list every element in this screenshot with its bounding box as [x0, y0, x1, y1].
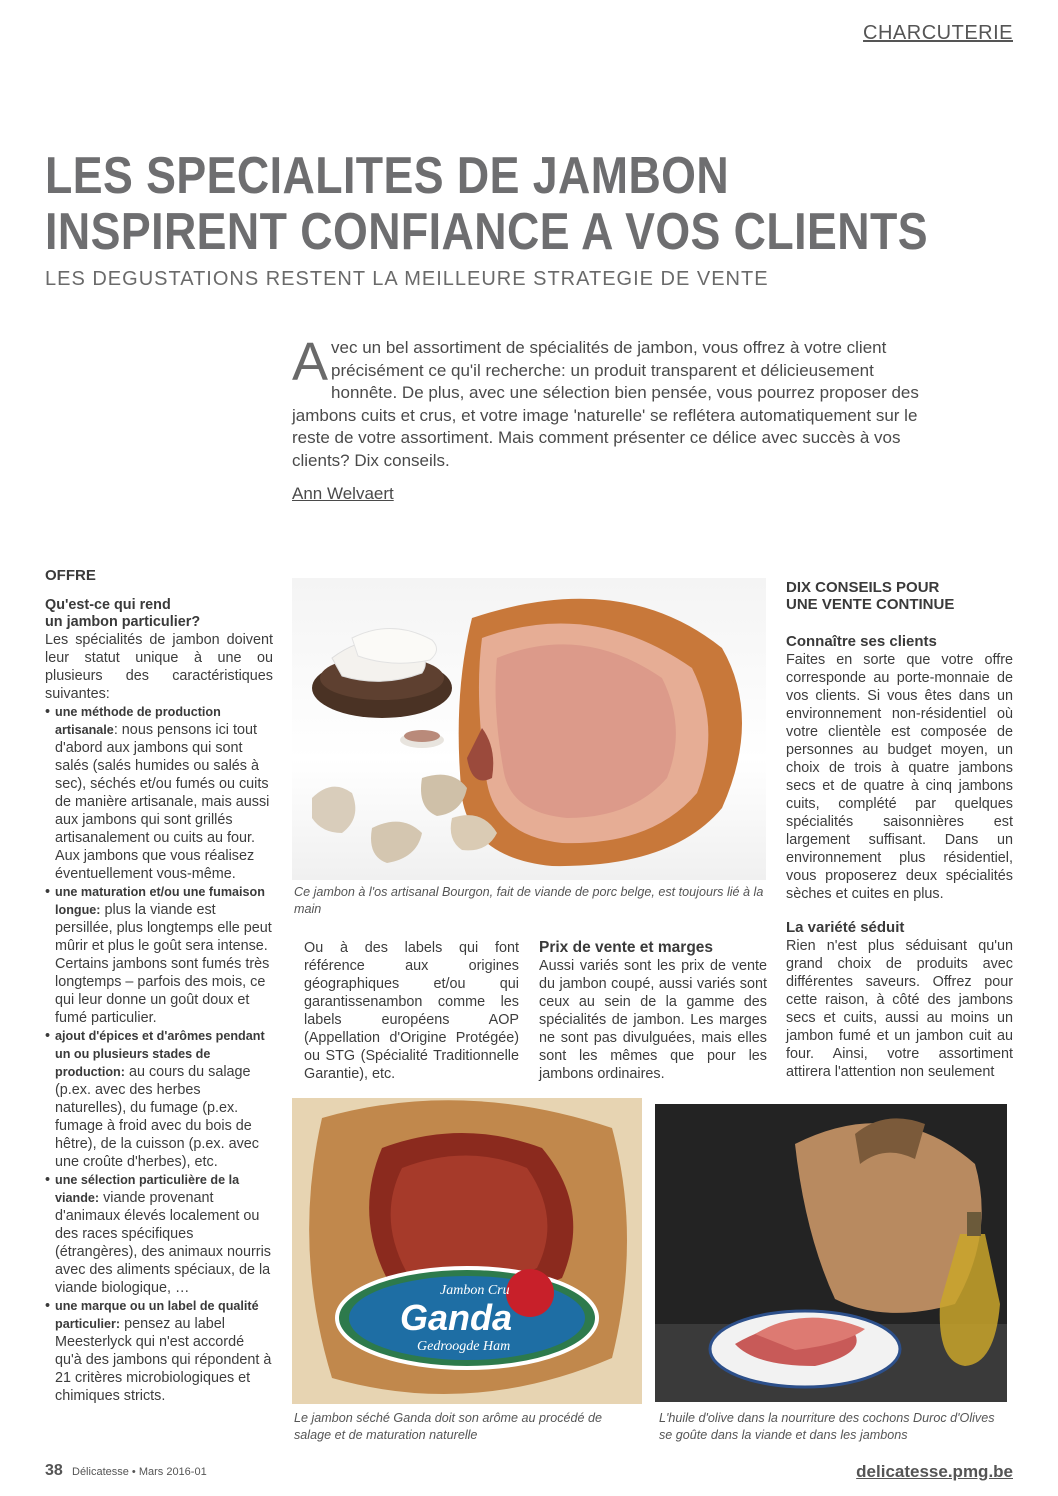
bullet-text: pensez au label Meesterlyck qui n'est accordé qu'à des jambons qui répondent à 21 critères microbiologiques et chimiques stricts.	[55, 1316, 272, 1404]
column-prix	[539, 939, 767, 1083]
subheading-prix: Prix de vente et marges	[539, 939, 714, 956]
title-line-1: LES SPECIALITES DE JAMBON	[45, 147, 730, 205]
author-byline: Ann Welvaert	[292, 484, 394, 503]
section-heading-offre: OFFRE	[45, 567, 96, 584]
photo-caption-duroc: L'huile d'olive dans la nourriture des cochons Duroc d'Olives se goûte dans la viande et dans les jambons	[659, 1411, 995, 1442]
column-dix-conseils	[786, 579, 1013, 1081]
intro-text: vec un bel assortiment de spécialités de jambon, vous offrez à votre client précisément ce qu'il recherche: un produit transparent et délicieusement honnête. De plus, avec une sélection bien pensée, vous pourrez proposer des jambons cuits et crus, et votre image 'naturelle' se reflétera automatiquement sur le reste de votre assortiment. Mais comment présenter ce délice avec succès à vos clients? Dix conseils.	[292, 338, 919, 470]
bullet-title: une maturation et/ou une fumaison longue:	[55, 885, 265, 917]
bullet-extra: Certains jambons sont fumés très longtemps – parfois des mois, ce qui leur donne un goût doux et fumé particulier.	[55, 956, 270, 1026]
bullet-artisanal	[45, 703, 273, 847]
photo-caption-ganda: Le jambon séché Ganda doit son arôme au procédé de salage et de maturation naturelle	[294, 1411, 603, 1442]
label-text-brand: Ganda	[400, 1297, 513, 1338]
publication-info: Délicatesse • Mars 2016-01	[72, 1466, 207, 1478]
bullet-text: viande provenant d'animaux élevés localement ou des races spécifiques (étrangères), des animaux nourris avec des aliments spéciaux, de la viande biologique, …	[55, 1190, 271, 1296]
photo-duroc-ham	[655, 1104, 1007, 1402]
drop-cap: A	[292, 332, 329, 392]
label-text-top: Jambon Cru	[440, 1283, 510, 1298]
section-heading-line-2: UNE VENTE CONTINUE	[786, 596, 955, 613]
cooked-ham-illustration	[292, 578, 766, 880]
section-heading-dix-conseils	[786, 579, 1013, 613]
bullet-text: au cours du salage (p.ex. avec des herbes naturelles), du fumage (p.ex. fumage à froid avec du bois de hêtre), de la cuisson (p.ex. avec une croûte d'herbes), etc.	[55, 1064, 259, 1170]
label-text-sub: Gedroogde Ham	[417, 1339, 511, 1354]
subheading-line-2: un jambon particulier?	[45, 614, 201, 630]
article-title	[45, 147, 928, 261]
bullet-title: une méthode de production artisanale	[55, 705, 221, 737]
bullet-title: ajout d'épices et d'arômes pendant un ou plusieurs stades de production:	[55, 1029, 265, 1079]
page-number: 38	[45, 1462, 63, 1479]
bullet-maturation	[45, 883, 273, 955]
bullet-title: une marque ou un label de qualité particulier:	[55, 1299, 259, 1331]
subheading-variete: La variété séduit	[786, 919, 905, 936]
bullet-text: plus la viande est persillée, plus longtemps elle peut mûrir et plus le goût sera intense.	[55, 902, 272, 954]
duroc-ham-illustration	[655, 1104, 1007, 1402]
section-label: CHARCUTERIE	[863, 22, 1013, 44]
column-offre	[45, 567, 273, 1405]
bullet-selection	[45, 1171, 273, 1297]
bullet-extra: Aux jambons que vous réalisez éventuellement vous-même.	[55, 848, 255, 882]
paragraph-connaitre-clients: Faites en sorte que votre offre corresponde au porte-monnaie de vos clients. Si vous êtes dans un environnement non-résidentiel où votre clientèle est composée de personnes au budget moyen, un choix de trois à quatre jambons secs et de quatre à cinq jambons cuits, complété par quelques spécialités saisonnières est largement suffisant. Dans un environnement plus résidentiel, vous proposerez deux spécialités sèches et cuites en plus.	[786, 652, 1013, 902]
subheading-jambon-particulier	[45, 597, 273, 631]
bullet-title: une sélection particulière de la viande:	[55, 1173, 240, 1205]
intro-paragraph	[292, 332, 942, 473]
prix-paragraph: Aussi variés sont les prix de vente du jambon coupé, aussi variés sont ceux au sein de la gamme des spécialités de jambon. Les marges ne sont pas divulguées, mais elles sont les mêmes que pour les jambons ordinaires.	[539, 958, 767, 1082]
section-heading-line-1: DIX CONSEILS POUR	[786, 579, 940, 596]
photo-cooked-ham	[292, 578, 766, 880]
subheading-line-1: Qu'est-ce qui rend	[45, 597, 171, 613]
title-line-2: INSPIRENT CONFIANCE A VOS CLIENTS	[45, 203, 928, 261]
article-subtitle: LES DEGUSTATIONS RESTENT LA MEILLEURE STRATEGIE DE VENTE	[45, 268, 769, 290]
column-labels: Ou à des labels qui font référence aux origines géographiques et/ou qui garantissenambon comme les labels européens AOP (Appellation d'Origine Protégée) ou STG (Spécialité Traditionnelle Garantie), etc.	[304, 940, 519, 1082]
ganda-ham-illustration	[292, 1098, 642, 1404]
lead-paragraph: Les spécialités de jambon doivent leur statut unique à une ou plusieurs des caractéristiques suivantes:	[45, 632, 273, 702]
photo-caption-bourgon: Ce jambon à l'os artisanal Bourgon, fait de viande de porc belge, est toujours lié à la main	[294, 885, 764, 916]
website-link[interactable]: delicatesse.pmg.be	[856, 1462, 1013, 1481]
subheading-connaitre-clients: Connaître ses clients	[786, 633, 937, 650]
photo-ganda-ham	[292, 1098, 642, 1404]
bullet-epices	[45, 1027, 273, 1171]
paragraph-variete: Rien n'est plus séduisant qu'un grand choix de produits avec différentes saveurs. Offrez pour cette raison, à côté des jambons secs et cuits, aussi au moins un jambon fumé et un jambon cuit au four. Ainsi, votre assortiment attirera l'attention non seulement	[786, 938, 1013, 1080]
bullet-label	[45, 1297, 273, 1405]
bullet-text: : nous pensons ici tout d'abord aux jambons qui sont salés (salés humides ou salés à sec), séchés et/ou fumés ou cuits de manière artisanale, mais aussi aux jambons qui sont grillés artisanalement ou cuits au four.	[55, 722, 270, 846]
